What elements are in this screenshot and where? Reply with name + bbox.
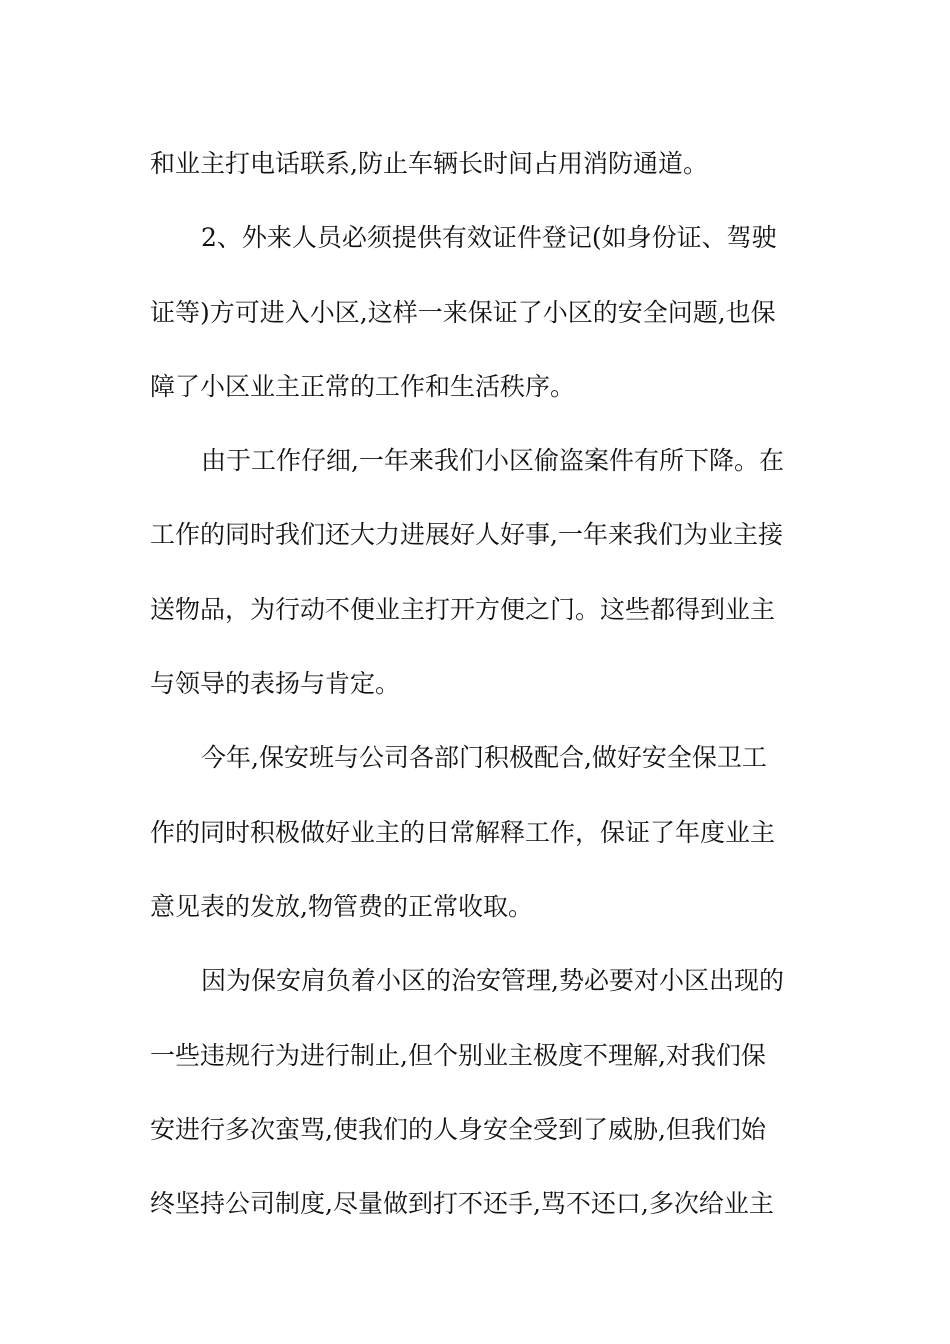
text-line: 因为保安肩负着小区的治安管理,势必要对小区出现的 — [201, 966, 784, 996]
text-line: 一些违规行为进行制止,但个别业主极度不理解,对我们保 — [150, 1040, 766, 1070]
text-line: 由于工作仔细,一年来我们小区偷盗案件有所下降。在 — [201, 446, 784, 476]
text-line: 2、外来人员必须提供有效证件登记(如身份证、驾驶 — [201, 223, 777, 253]
text-line: 作的同时积极做好业主的日常解释工作，保证了年度业主 — [150, 817, 776, 847]
text-line: 送物品，为行动不便业主打开方便之门。这些都得到业主 — [150, 594, 776, 624]
text-line: 意见表的发放,物管费的正常收取。 — [150, 891, 533, 921]
text-line: 和业主打电话联系,防止车辆长时间占用消防通道。 — [150, 149, 708, 178]
text-line: 今年,保安班与公司各部门积极配合,做好安全保卫工 — [201, 743, 767, 773]
text-line: 障了小区业主正常的工作和生活秩序。 — [150, 371, 576, 401]
text-line: 与领导的表扬与肯定。 — [150, 669, 401, 699]
document-body — [150, 127, 805, 1241]
text-line: 安进行多次蛮骂,使我们的人身安全受到了威胁,但我们始 — [150, 1114, 766, 1144]
text-line: 终坚持公司制度,尽量做到打不还手,骂不还口,多次给业主 — [150, 1189, 774, 1219]
text-line: 工作的同时我们还大力进展好人好事,一年来我们为业主接 — [150, 520, 783, 550]
text-line: 证等)方可进入小区,这样一来保证了小区的安全问题,也保 — [150, 297, 776, 327]
